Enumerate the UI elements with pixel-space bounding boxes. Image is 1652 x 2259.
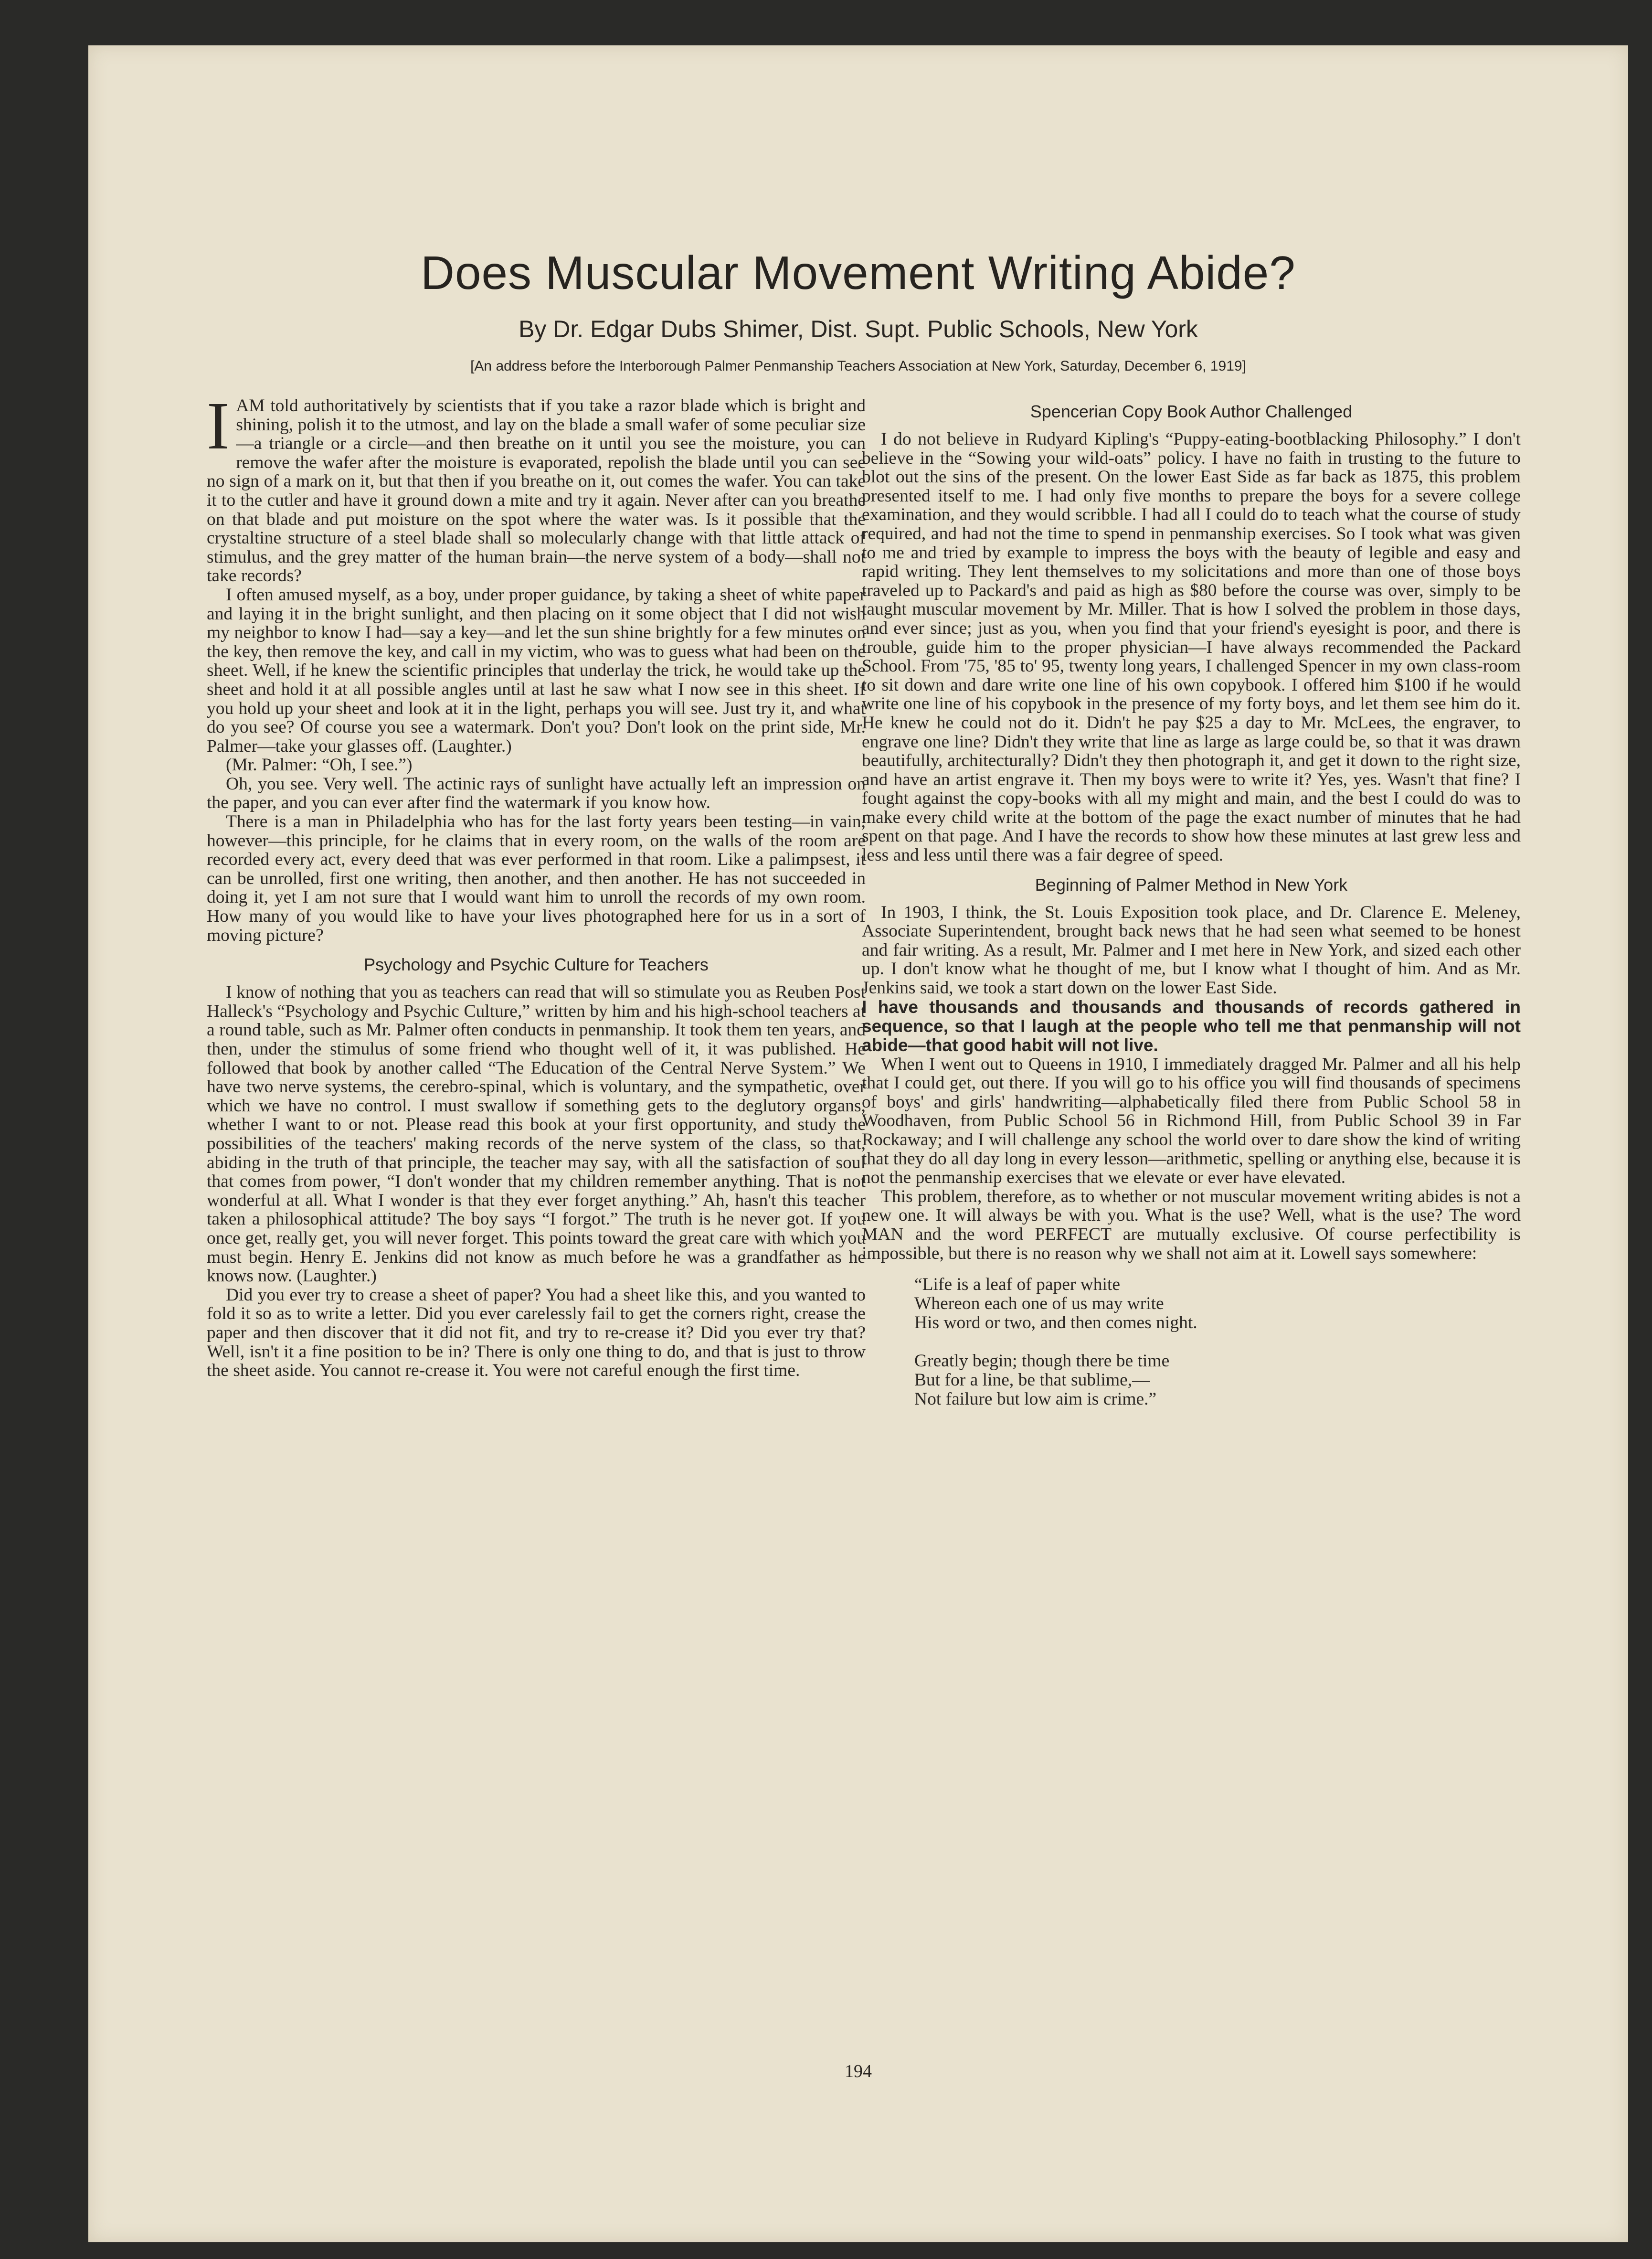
stanza-break <box>914 1332 1521 1352</box>
paragraph-text: scientists that if you take a razor blade which is bright and shining, polish it to the utmost, and lay on the blade a small wafer of some peculiar size—a triangle or a circle—and then breathe on it until you see the moisture, you can remove the wafer after the moisture is evaporated, repolish the blade until you can see no sign of a mark on it, but that then if you breathe on it, out comes the wafer. You can take it to the cutler and have it ground down a mite and try it again. Never after can you breathe on that blade and put moisture on the spot where the water was. Is it possible that the crystaltine structure of a steel blade shall so molecularly change with that little attack of stimulus, and the grey matter of the human brain—the nerve system of a body—shall not take records? <box>207 396 866 586</box>
paragraph: When I went out to Queens in 1910, I immediately dragged Mr. Palmer and all his help that I could get, out there. If you will go to his office you will find thousands of specimens of boys' and girls' handwriting—alphabetically filed there from Public School 58 in Woodhaven, from Public School 56 in Richmond Hill, from Public School 39 in Far Rockaway; and I will challenge any school the world over to dare show the kind of writing that they do all day long in every lesson—arithmetic, spelling or anything else, because it is not the penmanship exercises that we elevate or ever have elevated. <box>862 1054 1521 1188</box>
article-title: Does Muscular Movement Writing Abide? <box>421 246 1296 299</box>
article-note: [An address before the Interborough Palmer Penmanship Teachers Association at New York, Saturday, December 6, 1919] <box>470 358 1246 374</box>
poem-line: “Life is a leaf of paper white <box>914 1275 1121 1295</box>
poem-line: Greatly begin; though there be time <box>914 1351 1170 1371</box>
drop-cap: I <box>207 388 230 463</box>
paragraph: This problem, therefore, as to whether or not muscular movement writing abides is not a new one. It will always be with you. What is the use? Well, what is the use? The word MAN and the word PERFECT are mutually exclusive. Of course perfectibility is impossible, but there is no reason why we shall not aim at it. Lowell says somewhere: <box>862 1186 1521 1263</box>
paragraph: I often amused myself, as a boy, under proper guidance, by taking a sheet of white paper and laying it in the bright sunlight, and then placing on it some object that I did not wish my neighbor to know I had—say a key—and let the sun shine brightly for a few minutes on the key, then remove the key, and call in my victim, who was to guess what had been on the sheet. Well, if he knew the scientific principles that underlay the trick, he would take up the sheet and hold it at all possible angles until at last he saw what I now see in this sheet. If you hold up your sheet and look at it in the light, perhaps you will see. Just try it, and what do you see? Of course you see a watermark. Don't you? Don't look on the print side, Mr. Palmer—take your glasses off. (Laughter.) <box>207 585 866 756</box>
poem-line: Not failure but low aim is crime.” <box>914 1389 1157 1409</box>
opening-line: AM told authoritatively by <box>236 396 432 416</box>
poem-quote <box>914 1275 1521 1409</box>
paragraph: In 1903, I think, the St. Louis Exposition took place, and Dr. Clarence E. Meleney, Associate Superintendent, brought back news that he had seen what seemed to be honest and fair writing. As a result, Mr. Palmer and I met here in New York, and sized each other up. I don't know what he thought of me, but I know what I thought of him. And as Mr. Jenkins said, we took a start down on the lower East Side. <box>862 902 1521 998</box>
paragraph: I do not believe in Rudyard Kipling's “Puppy-eating-bootblacking Philosophy.” I don't believe in the “Sowing your wild-oats” policy. I have no faith in trusting to the future to blot out the sins of the present. On the lower East Side as far back as 1875, this problem presented itself to me. I had only five months to prepare the boys for a severe college examination, and they would scribble. I had all I could do to teach what the course of study required, and had not the time to spend in penmanship exercises. So I took what was given to me and tried by example to impress the boys with the beauty of legible and easy and rapid writing. They lent themselves to my solicitations and more than one of those boys traveled up to Packard's and paid as high as $80 before the course was over, simply to be taught muscular movement by Mr. Miller. That is how I solved the problem in those days, and ever since; just as you, when you find that your friend's eyesight is poor, and there is trouble, guide him to the proper physician—I have always recommended the Packard School. From '75, '85 to' 95, twenty long years, I challenged Spencer in my own class-room to sit down and dare write one line of his own copybook. I offered him $100 if he would write one line of his copybook in the presence of my forty boys, and let them see him do it. He knew he could not do it. Didn't he pay $25 a day to Mr. McLees, the engraver, to engrave one line? Didn't they write that line as large as large could be, so that it was drawn beautifully, architecturally? Didn't they then photograph it, and get it down to the right size, and have an artist engrave it. Then my boys were to write it? Yes, yes. Wasn't that fine? I fought against the copy-books with all my might and main, and the best I could do was to make every child write at the bottom of the page the exact number of minutes that he had spent on that page. And I have the records to show how these minutes at last grew less and less and less until there was a fair degree of speed. <box>862 429 1521 865</box>
paragraph: (Mr. Palmer: “Oh, I see.”) <box>226 755 413 775</box>
poem-line: But for a line, be that sublime,— <box>914 1370 1150 1390</box>
right-column <box>862 396 1521 1409</box>
section-heading-psychology: Psychology and Psychic Culture for Teachers <box>364 955 709 975</box>
paragraph: Oh, you see. Very well. The actinic rays of sunlight have actually left an impression on the paper, and you can ever after find the watermark if you know how. <box>207 774 866 813</box>
document-page <box>88 45 1628 2242</box>
page-number: 194 <box>845 2061 872 2081</box>
bold-statement: I have thousands and thousands and thousands of records gathered in sequence, so that I laugh at the people who tell me that penmanship will not abide—that good habit will not live. <box>862 997 1521 1055</box>
section-heading-palmer: Beginning of Palmer Method in New York <box>1035 874 1348 895</box>
poem-line: Whereon each one of us may write <box>914 1294 1164 1314</box>
opening-paragraph <box>207 388 866 586</box>
paragraph: There is a man in Philadelphia who has for the last forty years been testing—in vain, however—this principle, for he claims that in every room, on the walls of the room are recorded every act, every deed that was ever performed in that room. Like a palimpsest, it can be unrolled, first one writing, then another, and then another. He has not succeeded in doing it, yet I am not sure that I would want him to unroll the records of my own room. How many of you would like to have your lives photographed here for us in a sort of moving picture? <box>207 812 866 945</box>
article-byline: By Dr. Edgar Dubs Shimer, Dist. Supt. Public Schools, New York <box>519 316 1198 342</box>
poem-line: His word or two, and then comes night. <box>914 1313 1197 1333</box>
left-column <box>207 388 866 1381</box>
section-heading-spencerian: Spencerian Copy Book Author Challenged <box>1030 402 1353 421</box>
paragraph: Did you ever try to crease a sheet of paper? You had a sheet like this, and you wanted to fold it so as to write a letter. Did you ever carelessly fail to get the corners right, crease the paper and then discover that it did not fit, and try to re-crease it? Did you ever try that? Well, isn't it a fine position to be in? There is only one thing to do, and that is just to throw the sheet aside. You cannot re-crease it. You were not careful enough the first time. <box>207 1285 866 1381</box>
paragraph: I know of nothing that you as teachers can read that will so stimulate you as Reuben Post Halleck's “Psychology and Psychic Culture,” written by him and his high-school teachers at a round table, such as Mr. Palmer often conducts in penmanship. It took them ten years, and then, under the stimulus of some friend who thought well of it, it was published. He followed that book by another called “The Education of the Central Nerve System.” We have two nerve systems, the cerebro-spinal, which is voluntary, and the sympathetic, over which we have no control. I must swallow if something gets to the deglutory organs, whether I want to or not. Please read this book at your first opportunity, and study the possibilities of the teachers' making records of the nerve system of the class, so that, abiding in the truth of that principle, the teacher may say, with all the satisfaction of soul that comes from power, “I don't wonder that my children remember anything. That is not wonderful at all. What I wonder is that they ever forget anything.” Ah, hasn't this teacher taken a philosophical attitude? The boy says “I forgot.” The truth is he never got. If you once get, really get, you will never forget. This points toward the great care with which you must begin. Henry E. Jenkins did not know as much before he was a grandfather as he knows now. (Laughter.) <box>207 982 866 1286</box>
